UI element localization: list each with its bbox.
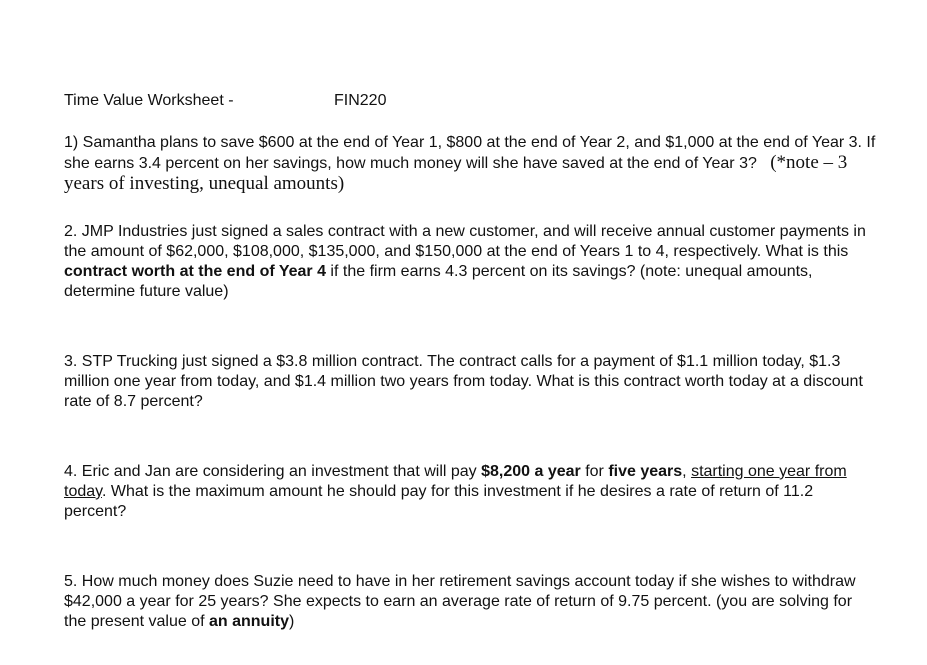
question-4-bold-years: five years: [608, 463, 683, 480]
question-1: [64, 133, 876, 195]
question-1-note: (*note – 3 years of investing, unequal amounts): [64, 152, 848, 194]
question-4-underline: starting one year from today: [64, 463, 847, 500]
worksheet-header: [64, 92, 387, 110]
question-5-bold: an annuity: [208, 613, 289, 630]
question-1-text: 1) Samantha plans to save $600 at the end of Year 1, $800 at the end of Year 2, and $1,000 at the end of Year 3. If she earns 3.4 percent on her savings, how much money will she have saved at the end of Year 3?: [64, 134, 876, 172]
question-5: [64, 572, 876, 632]
question-4: [64, 462, 876, 522]
question-3: [64, 352, 876, 412]
course-code: FIN220: [334, 92, 387, 109]
question-4-text-b: for: [580, 463, 609, 480]
question-4-text-c: ,: [682, 463, 692, 480]
question-5-text-a: 5. How much money does Suzie need to have in her retirement savings account today if she wishes to withdraw $42,000 a year for 25 years? She expects to earn an average rate of return of 9.75 percent. (you are solving for the present value of: [64, 573, 856, 630]
question-2-bold: contract worth at the end of Year 4: [64, 263, 326, 280]
question-5-text-b: ): [289, 613, 295, 630]
worksheet-title: Time Value Worksheet -: [64, 92, 234, 109]
question-4-bold-amount: $8,200 a year: [481, 463, 581, 480]
question-2: [64, 222, 876, 302]
question-4-text-a: 4. Eric and Jan are considering an investment that will pay: [64, 463, 482, 480]
question-3-text: 3. STP Trucking just signed a $3.8 million contract. The contract calls for a payment of $1.1 million today, $1.3 million one year from today, and $1.4 million two years from today. What is this contract worth today at a discount rate of 8.7 percent?: [64, 353, 863, 410]
question-4-text-d: . What is the maximum amount he should pay for this investment if he desires a rate of return of 11.2 percent?: [64, 483, 814, 520]
question-2-text-a: 2. JMP Industries just signed a sales contract with a new customer, and will receive annual customer payments in the amount of $62,000, $108,000, $135,000, and $150,000 at the end of Years 1 to 4, respectively. What is this: [64, 223, 866, 260]
question-2-text-b: if the firm earns 4.3 percent on its savings? (note: unequal amounts, determine future value): [64, 263, 813, 300]
